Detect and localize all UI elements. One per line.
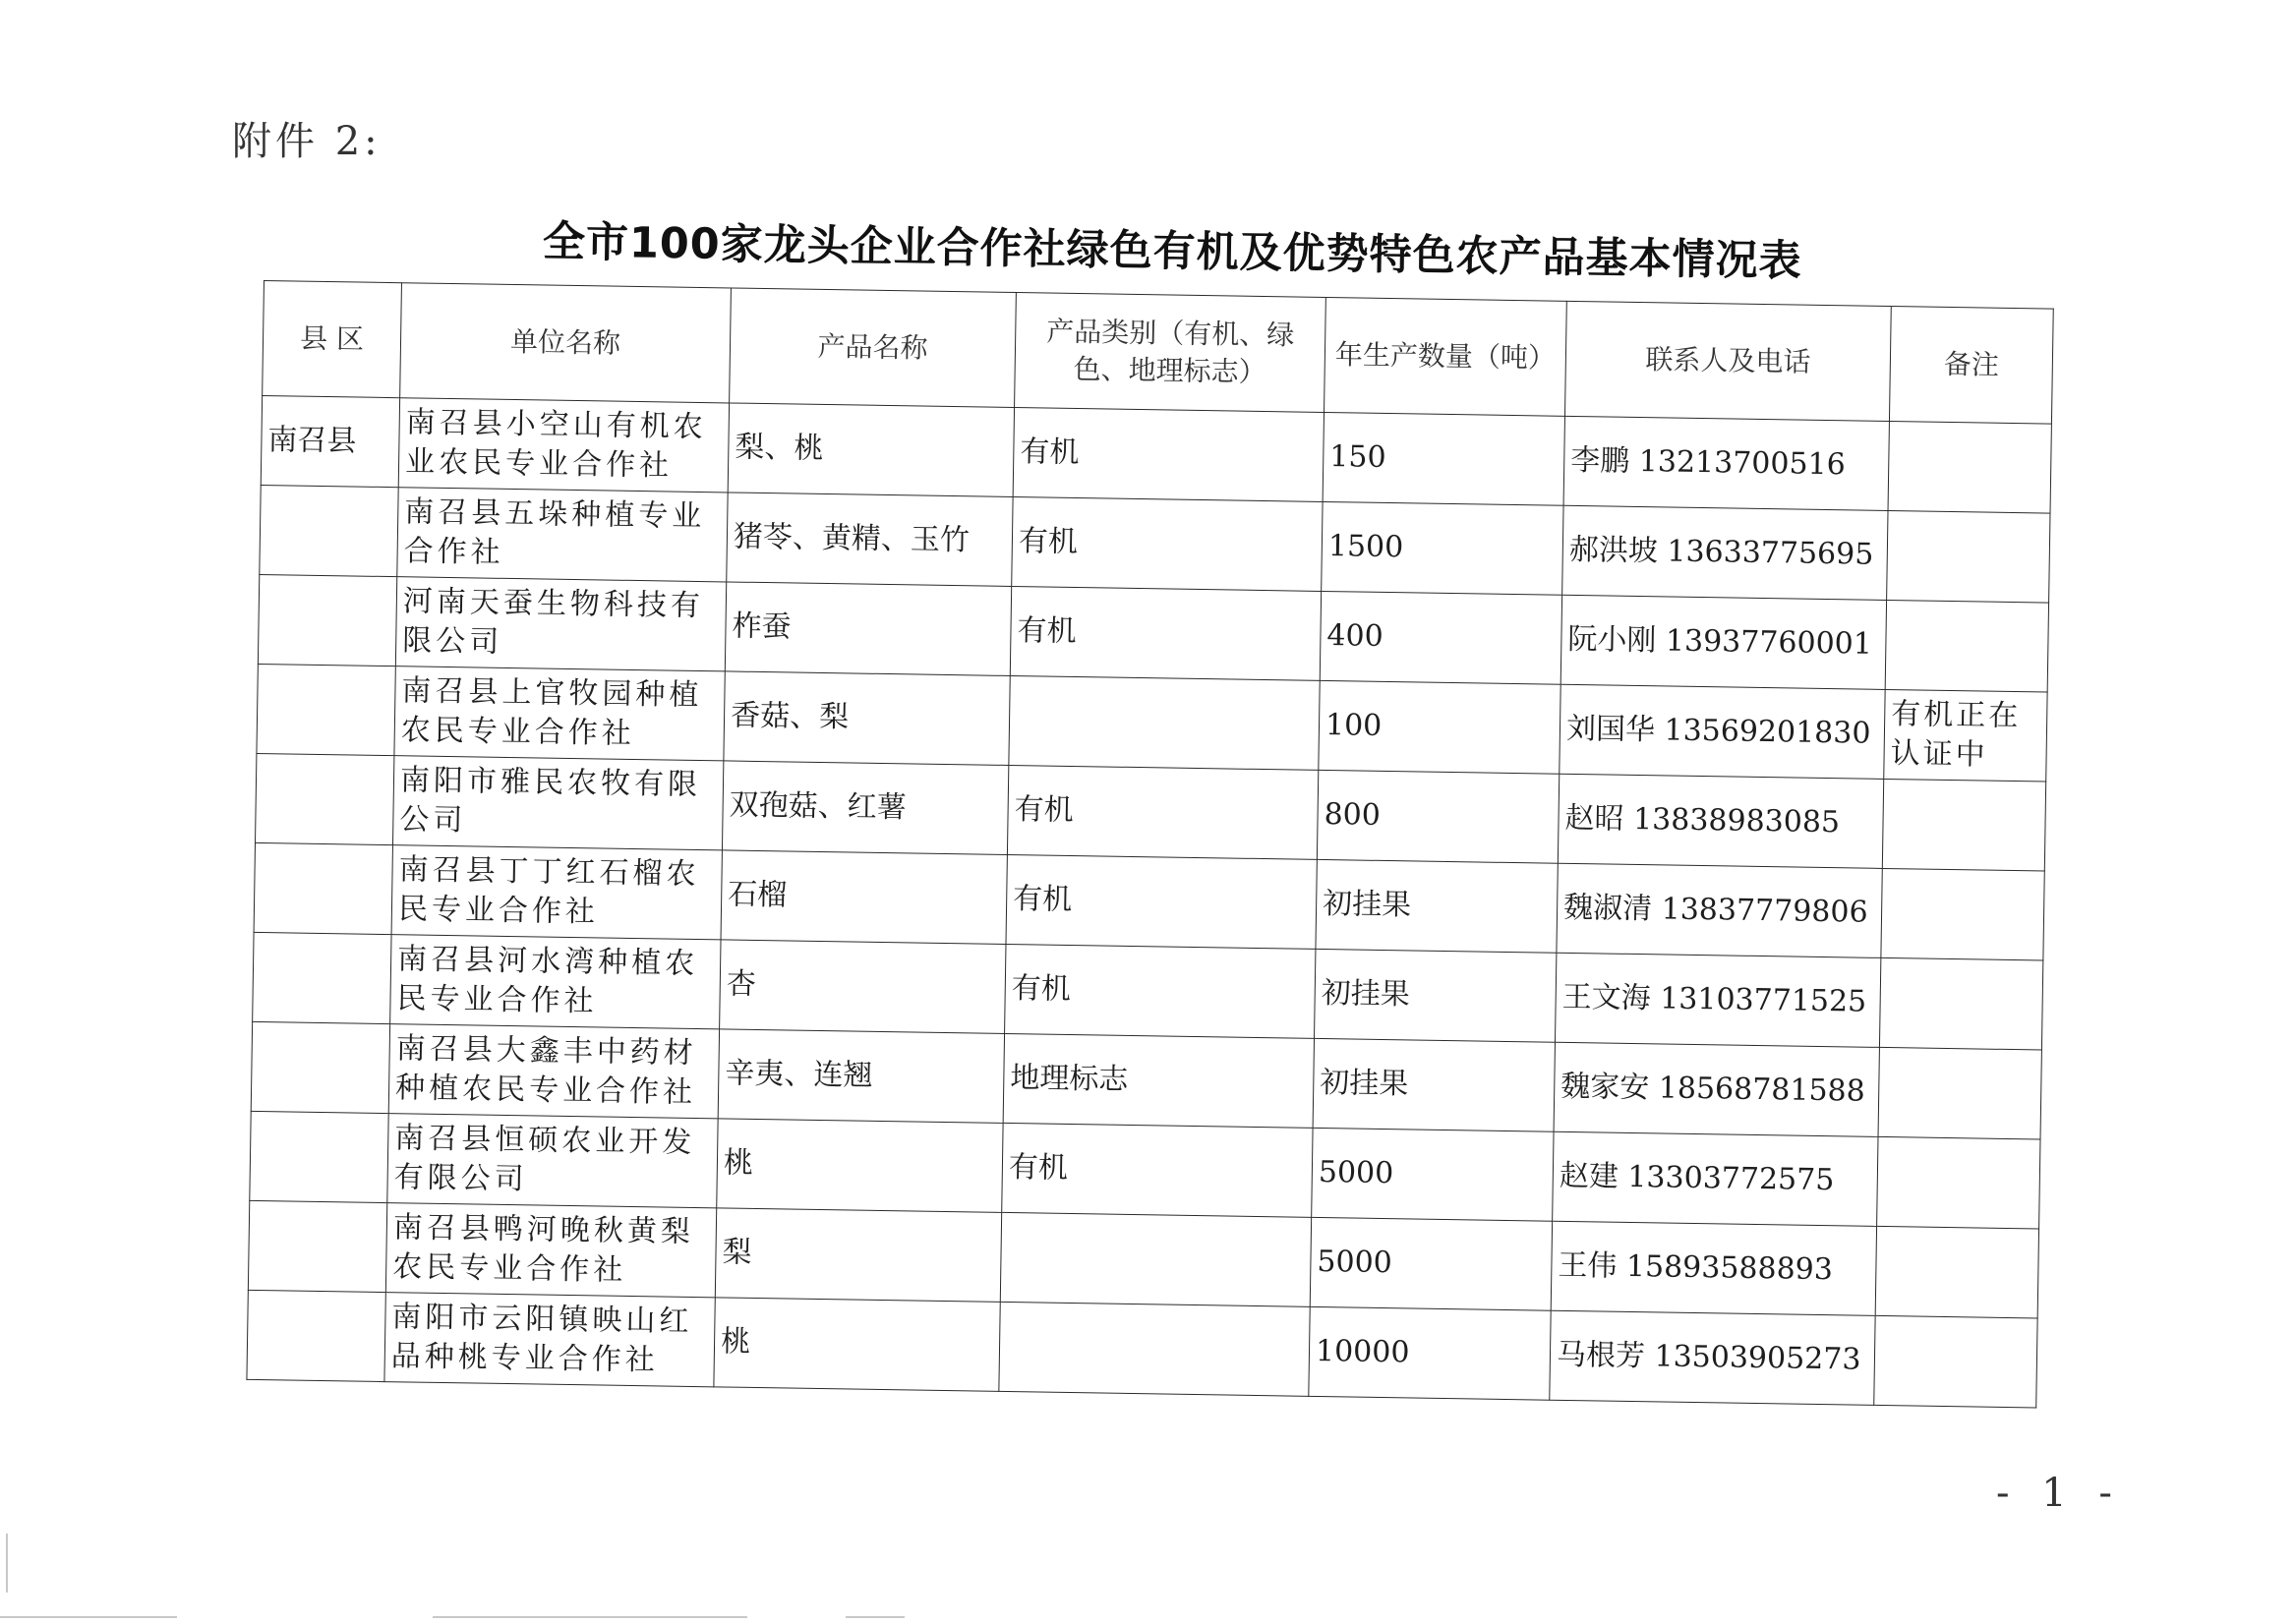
cell-remark xyxy=(1874,1315,2037,1408)
cell-contact: 魏家安 18568781588 xyxy=(1554,1042,1879,1136)
cell-contact: 阮小刚 13937760001 xyxy=(1560,595,1886,689)
cell-remark: 有机正在认证中 xyxy=(1884,689,2047,782)
scan-artifact-bottom-edge xyxy=(0,1616,177,1618)
cell-contact: 李鹏 13213700516 xyxy=(1563,416,1889,510)
cell-category: 有机 xyxy=(1010,586,1321,680)
cell-quantity: 5000 xyxy=(1312,1128,1554,1221)
cell-remark xyxy=(1881,868,2044,960)
cell-product: 辛夷、连翘 xyxy=(718,1029,1004,1124)
attachment-label: 附件 2: xyxy=(232,119,382,164)
cell-category: 地理标志 xyxy=(1003,1033,1314,1128)
scan-artifact-bottom-edge xyxy=(846,1616,905,1618)
cell-unit: 南阳市云阳镇映山红品种桃专业合作社 xyxy=(384,1293,715,1387)
cell-unit: 南召县河水湾种植农民专业合作社 xyxy=(390,935,721,1029)
cell-category: 有机 xyxy=(1005,944,1316,1038)
cell-category: 有机 xyxy=(1006,854,1317,949)
cell-contact: 刘国华 13569201830 xyxy=(1560,684,1885,779)
cell-unit: 南召县鸭河晚秋黄梨农民专业合作社 xyxy=(385,1203,716,1298)
header-category: 产品类别（有机、绿色、地理标志） xyxy=(1015,293,1326,413)
cell-quantity: 初挂果 xyxy=(1316,859,1558,953)
cell-quantity: 初挂果 xyxy=(1313,1038,1555,1131)
cell-county xyxy=(256,753,394,844)
header-product: 产品名称 xyxy=(730,288,1017,408)
cell-product: 桃 xyxy=(717,1119,1003,1213)
page-title: 全市100家龙头企业合作社绿色有机及优势特色农产品基本情况表 xyxy=(542,217,1802,287)
header-quantity: 年生产数量（吨） xyxy=(1325,297,1567,416)
header-contact: 联系人及电话 xyxy=(1564,301,1891,421)
cell-county xyxy=(257,664,395,755)
cell-contact: 王文海 13103771525 xyxy=(1555,953,1880,1047)
cell-county xyxy=(258,574,396,666)
cell-quantity: 150 xyxy=(1323,412,1564,505)
cell-county xyxy=(260,485,398,576)
header-unit: 单位名称 xyxy=(400,283,732,403)
cell-product: 梨、桃 xyxy=(728,403,1014,497)
cell-category xyxy=(999,1302,1310,1396)
cell-remark xyxy=(1877,1136,2040,1229)
cell-unit: 南阳市雅民农牧有限公司 xyxy=(392,756,723,850)
cell-county xyxy=(247,1290,385,1381)
cell-product: 桃 xyxy=(714,1298,1000,1392)
cell-remark xyxy=(1888,421,2051,513)
cell-county xyxy=(250,1111,388,1202)
cell-county xyxy=(248,1200,386,1292)
cell-contact: 赵昭 13838983085 xyxy=(1558,774,1883,868)
cell-county xyxy=(251,1021,389,1113)
cell-county: 南召县 xyxy=(261,395,399,487)
cell-product: 石榴 xyxy=(721,850,1007,945)
cell-product: 双孢菇、红薯 xyxy=(722,761,1008,855)
scan-artifact-left-edge xyxy=(6,1534,8,1593)
cell-quantity: 400 xyxy=(1320,591,1561,684)
cell-contact: 魏淑清 13837779806 xyxy=(1557,863,1882,957)
cell-contact: 赵建 13303772575 xyxy=(1553,1131,1878,1226)
cell-remark xyxy=(1882,779,2045,871)
cell-contact: 马根芳 13503905273 xyxy=(1550,1310,1875,1405)
cell-unit: 河南天蚕生物科技有限公司 xyxy=(395,577,726,671)
cell-product: 柞蚕 xyxy=(725,582,1011,676)
cell-remark xyxy=(1875,1226,2038,1318)
header-remark: 备注 xyxy=(1889,307,2053,425)
cell-quantity: 初挂果 xyxy=(1315,949,1557,1042)
cell-unit: 南召县小空山有机农业农民专业合作社 xyxy=(398,398,729,493)
cell-unit: 南召县上官牧园种植农民专业合作社 xyxy=(394,667,725,761)
page-number: - 1 - xyxy=(1996,1471,2122,1516)
cell-quantity: 5000 xyxy=(1310,1217,1552,1310)
cell-category: 有机 xyxy=(1012,496,1323,591)
table-container xyxy=(246,280,2052,1408)
cell-category: 有机 xyxy=(1007,765,1318,859)
cell-remark xyxy=(1885,600,2048,692)
scan-artifact-bottom-edge xyxy=(433,1616,747,1618)
cell-quantity: 10000 xyxy=(1309,1306,1551,1400)
cell-unit: 南召县恒硕农业开发有限公司 xyxy=(387,1114,718,1208)
cell-quantity: 100 xyxy=(1319,680,1560,774)
cell-contact: 王伟 15893588893 xyxy=(1551,1221,1876,1315)
header-county: 县 区 xyxy=(263,281,402,398)
cell-product: 梨 xyxy=(715,1208,1001,1303)
cell-product: 香菇、梨 xyxy=(724,671,1010,766)
cell-unit: 南召县大鑫丰中药材种植农民专业合作社 xyxy=(388,1024,719,1119)
cell-county xyxy=(253,932,391,1023)
cell-quantity: 800 xyxy=(1317,770,1559,863)
cell-county xyxy=(254,842,392,934)
cell-contact: 郝洪坡 13633775695 xyxy=(1562,505,1888,600)
cell-product: 猪苓、黄精、玉竹 xyxy=(727,493,1013,587)
cell-remark xyxy=(1879,957,2042,1050)
cell-category xyxy=(1009,675,1320,770)
products-table xyxy=(246,280,2053,1408)
cell-remark xyxy=(1878,1047,2041,1139)
cell-category xyxy=(1000,1212,1311,1306)
cell-unit: 南召县丁丁红石榴农民专业合作社 xyxy=(391,845,722,940)
cell-product: 杏 xyxy=(720,940,1006,1034)
cell-category: 有机 xyxy=(1013,408,1324,502)
cell-category: 有机 xyxy=(1002,1123,1313,1217)
cell-unit: 南召县五垛种植专业合作社 xyxy=(397,488,728,582)
cell-quantity: 1500 xyxy=(1322,501,1563,595)
cell-remark xyxy=(1887,510,2050,603)
